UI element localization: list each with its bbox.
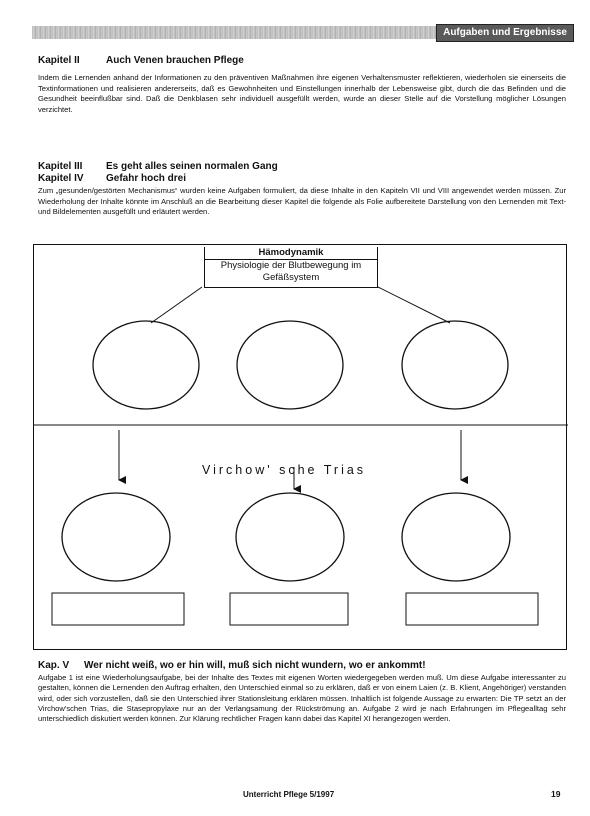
virchow-trias-label: Virchow' sche Trias: [202, 463, 367, 477]
chapter-4-heading: [38, 173, 186, 184]
chapter-number: Kapitel IV: [38, 173, 84, 184]
ellipse-top-right: [402, 321, 508, 409]
ellipse-bottom-right: [402, 493, 510, 581]
connector-line-left: [151, 287, 202, 323]
chapter-title: Gefahr hoch drei: [106, 173, 187, 184]
chapter-number: Kap. V: [38, 660, 70, 671]
chapter-number: Kapitel II: [38, 55, 80, 66]
diagram-title: Hämodynamik: [205, 247, 377, 260]
chapter-title: Auch Venen brauchen Pflege: [106, 55, 244, 66]
chapter-2-heading: [38, 55, 244, 66]
diagram-graphics: [34, 245, 568, 651]
text-box-left: [52, 593, 184, 625]
chapter-title: Es geht alles seinen normalen Gang: [106, 161, 278, 172]
chapter-2-text: Indem die Lernenden anhand der Informationen zu den präventiven Maßnahmen ihre eigenen Verhaltensmuster reflektieren, wiederholen sie einerseits die Textinformationen und realisieren andererseits, daß es Gewohnheiten und Einstellungen innerhalb der Lebensweise gibt, durch die das Befinden und die Gesundheit beeinflußbar sind. Daß die Denkblasen sehr individuell ausgefüllt werden, wurde an dieser Stelle auf die Vorstellung möglicher Lösungen verzichtet.: [38, 73, 566, 114]
hemodynamics-title-box: [204, 247, 378, 288]
chapter-5-text: Aufgabe 1 ist eine Wiederholungsaufgabe, bei der Inhalte des Textes mit eigenen Worten wiedergegeben werden muß. Um diese Aufgabe interessanter zu gestalten, können die Lernenden den Auftrag erhalten, den Unterschied einmal so zu erklären, daß er von einem Laien (z. B. Klient, Angehöriger) verstanden wird, oder sich vorzustellen, daß sie den Unterschied ihrer Stationsleitung erklären müssen. Inhaltlich ist folgende Aussage zu erwarten: Die TP setzt an der Virchow'schen Trias, die Stasepropylaxe nur an der Verlangsamung der Rückströmung an. Aufgabe 2 wird je nach Erfahrungen im Pflegealltag sehr unterschiedlich diskutiert werden können. Zur Klärung rechtlicher Fragen kann dabei das Kapitel XI herangezogen werden.: [38, 673, 566, 724]
text-box-right: [406, 593, 538, 625]
ellipse-bottom-center: [236, 493, 344, 581]
ellipse-bottom-left: [62, 493, 170, 581]
journal-footer: Unterricht Pflege 5/1997: [243, 790, 335, 799]
chapter-3-4-text: Zum „gesunden/gestörten Mechanismus“ wurden keine Aufgaben formuliert, da diese Inhalte in den Kapiteln VII und VIII angewendet werden müssen. Zur Wiederholung der Inhalte könnte im Anschluß an die Bearbeitung dieser Kapitel die folgende als Folie aufbereitete Darstellung von den Lernenden mit Text- und Bildelementen ausgefüllt und erläutert werden.: [38, 186, 566, 217]
chapter-title: Wer nicht weiß, wo er hin will, muß sich nicht wundern, wo er ankommt!: [84, 660, 426, 671]
chapter-number: Kapitel III: [38, 161, 83, 172]
page-number: 19: [551, 789, 561, 799]
ellipse-top-left: [93, 321, 199, 409]
chapter-5-heading: [38, 660, 426, 671]
ellipse-top-center: [237, 321, 343, 409]
text-box-center: [230, 593, 348, 625]
diagram-subtitle: Physiologie der Blutbewegung im Gefäßsystem: [220, 260, 362, 283]
chapter-3-heading: [38, 161, 278, 172]
connector-line-right: [378, 287, 450, 323]
section-label: Aufgaben und Ergebnisse: [436, 24, 574, 42]
hemodynamics-diagram: [33, 244, 567, 650]
